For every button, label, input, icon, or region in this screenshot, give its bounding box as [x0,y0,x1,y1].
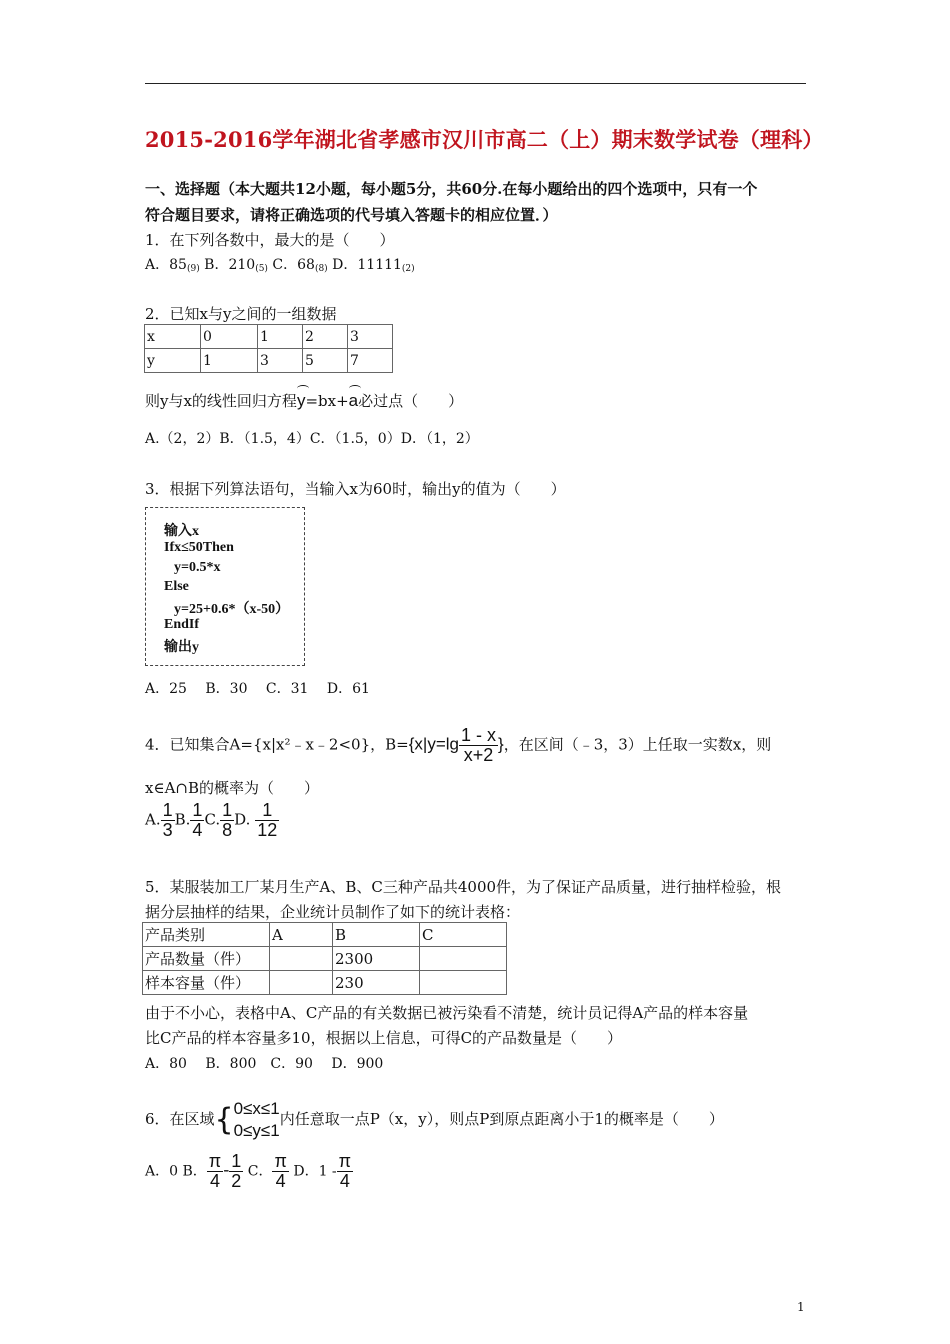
code-line: Ifx≤50Then [164,540,234,555]
q4-options: A. $\frac{1}{3}$ B. $\frac{1}{4}$ C. $\frac{1}{8}$ D. $\frac{1}{12}$ [145,800,278,840]
q1-stem: 1．在下列各数中，最大的是（ ） [145,231,395,249]
q2-data-table [144,324,393,373]
code-line: y=25+0.6*（x-50） [174,602,290,617]
q1-options: A．$85_{(9)}$ B．$210_{(5)}$ C．$68_{(8)}$ D．$11111_{(2)}$ [145,257,415,274]
code-line: EndIf [164,617,200,632]
q6-stem: 6．在区域{ 0≤x≤1 0≤y≤1 内任意取一点P（x，y），则点P到原点距离小于1的概率是（ ） [145,1099,724,1140]
code-line: Else [164,579,189,594]
q2-question: 则y与x的线性回归方程y=bx+a必过点（ ） [145,391,464,410]
q5-data-table [142,922,507,995]
q2-options: A.（2，2）B．（1.5，4）C．（1.5，0）D．（1，2） [145,431,479,447]
q3-options: A．25 B．30 C．31 D．61 [145,681,370,697]
section-heading-line1: 一、选择题（本大题共12小题，每小题5分，共60分.在每小题给出的四个选项中，只有一个 [145,180,758,198]
header-rule [145,83,806,84]
q5-line4: 比C产品的样本容量多10，根据以上信息，可得C的产品数量是（ ） [145,1029,623,1047]
q4-line2: x∈A∩B的概率为（ ） [145,779,319,797]
table-row: x 0 1 2 3 [145,325,393,349]
code-line: 输入x [164,524,199,539]
q5-line2: 据分层抽样的结果，企业统计员制作了如下的统计表格： [145,903,521,921]
q3-stem: 3．根据下列算法语句，当输入x为60时，输出y的值为（ ） [145,480,566,498]
table-row: 产品类别 A B C [143,923,507,947]
code-line: y=0.5*x [174,560,221,575]
section-heading-line2: 符合题目要求，请将正确选项的代号填入答题卡的相应位置．） [145,206,558,224]
algorithm-box [145,507,305,666]
page-number: 1 [797,1300,805,1314]
code-line: 输出y [164,640,199,655]
table-row: 产品数量（件） 2300 [143,947,507,971]
q6-options: A．0 B． $\frac{\pi}{4}$ - $\frac{1}{2}$ C． $\frac{\pi}{4}$ D．1 - $\frac{\pi}{4}$ [145,1151,352,1191]
q5-options: A．80 B．800 C．90 D．900 [145,1056,384,1072]
page-title: 2015-2016学年湖北省孝感市汉川市高二（上）期末数学试卷（理科） [145,127,824,152]
table-row: 样本容量（件） 230 [143,971,507,995]
q5-line1: 5．某服装加工厂某月生产A、B、C三种产品共4000件，为了保证产品质量，进行抽样检验，根 [145,878,782,896]
table-row: y 1 3 5 7 [145,349,393,373]
q4-stem: 4．已知集合A={x|x²﹣x﹣2<0}，B={x|y=lg $\frac{1 - x}{x+2}$ }，在区间（﹣3，3）上任取一实数x，则 [145,725,772,765]
q5-line3: 由于不小心，表格中A、C产品的有关数据已被污染看不清楚，统计员记得A产品的样本容量 [145,1004,749,1022]
q2-stem: 2．已知x与y之间的一组数据 [145,305,337,323]
brace-symbol: { [214,1102,234,1138]
